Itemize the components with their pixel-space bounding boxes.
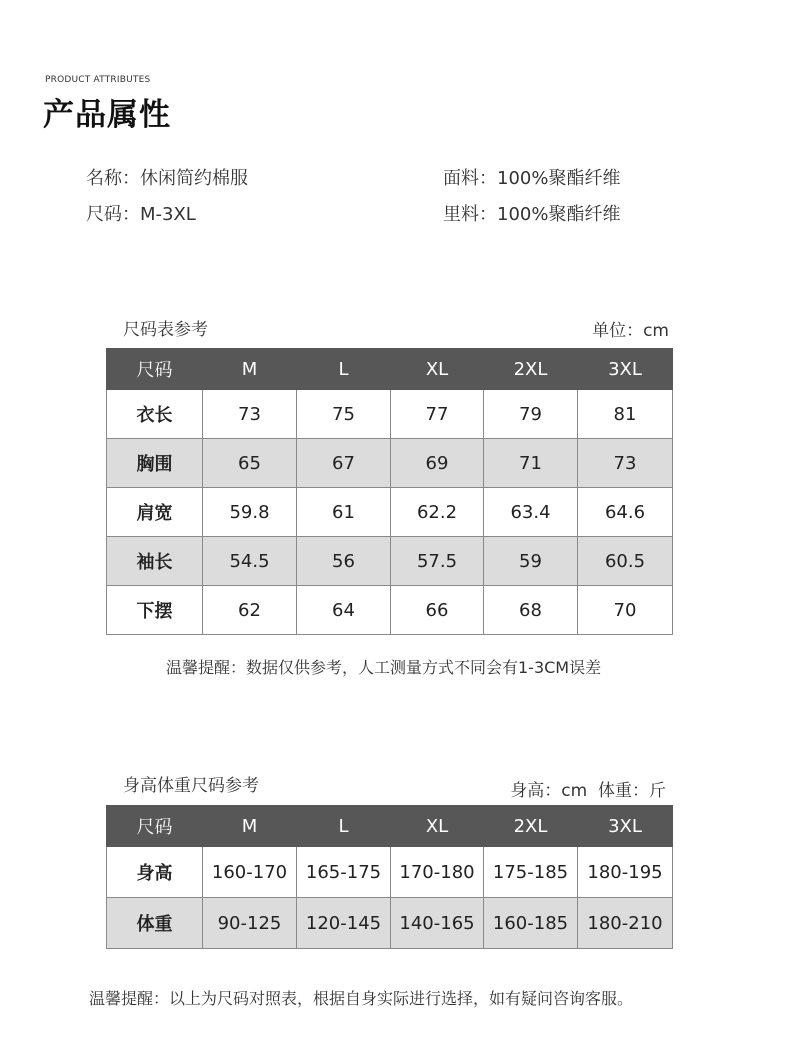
- table-cell: 140-165: [391, 898, 484, 949]
- table-header-cell: L: [297, 806, 391, 847]
- table-row: [107, 537, 673, 586]
- attr-size: 尺码：M-3XL: [86, 204, 196, 225]
- table-header-cell: XL: [391, 349, 484, 390]
- table-cell: 175-185: [484, 847, 578, 898]
- table-cell: 64: [297, 586, 391, 635]
- table-cell: 170-180: [391, 847, 484, 898]
- table-cell: 79: [484, 390, 578, 439]
- row-label: 胸围: [107, 439, 203, 488]
- table-cell: 61: [297, 488, 391, 537]
- row-label: 肩宽: [107, 488, 203, 537]
- table-cell: 56: [297, 537, 391, 586]
- table-row: [107, 898, 673, 949]
- table-header-cell: 尺码: [107, 349, 203, 390]
- row-label: 衣长: [107, 390, 203, 439]
- table-cell: 65: [203, 439, 297, 488]
- table-header-cell: M: [203, 349, 297, 390]
- table-header-cell: 3XL: [578, 806, 673, 847]
- attr-name: 名称：休闲简约棉服: [86, 168, 248, 189]
- table-cell: 63.4: [484, 488, 578, 537]
- table-cell: 77: [391, 390, 484, 439]
- table-row: [107, 488, 673, 537]
- table-cell: 160-170: [203, 847, 297, 898]
- table-cell: 73: [203, 390, 297, 439]
- attr-lining: 里料：100%聚酯纤维: [443, 204, 621, 225]
- table-cell: 70: [578, 586, 673, 635]
- table-cell: 59: [484, 537, 578, 586]
- size-table-note: 温馨提醒：数据仅供参考，人工测量方式不同会有1-3CM误差: [166, 658, 602, 677]
- table-row: [107, 439, 673, 488]
- footer-note: 温馨提醒：以上为尺码对照表，根据自身实际进行选择，如有疑问咨询客服。: [89, 989, 634, 1008]
- section-title: 产品属性: [43, 97, 171, 133]
- table-cell: 59.8: [203, 488, 297, 537]
- table-cell: 120-145: [297, 898, 391, 949]
- table-cell: 73: [578, 439, 673, 488]
- row-label: 体重: [107, 898, 203, 949]
- table-cell: 57.5: [391, 537, 484, 586]
- table-cell: 180-195: [578, 847, 673, 898]
- table-cell: 68: [484, 586, 578, 635]
- height-weight-table: [106, 805, 673, 949]
- size-table-caption: 尺码表参考: [123, 320, 208, 340]
- size-table-unit: 单位：cm: [592, 321, 669, 341]
- table-cell: 62.2: [391, 488, 484, 537]
- table-cell: 165-175: [297, 847, 391, 898]
- table-cell: 75: [297, 390, 391, 439]
- table-row: [107, 390, 673, 439]
- row-label: 身高: [107, 847, 203, 898]
- table-cell: 67: [297, 439, 391, 488]
- table-header-row: [107, 806, 673, 847]
- row-label: 下摆: [107, 586, 203, 635]
- size-chart-table: [106, 348, 673, 635]
- height-weight-unit: 身高：cm 体重：斤: [510, 781, 666, 801]
- height-weight-caption: 身高体重尺码参考: [123, 776, 259, 796]
- section-subtitle: PRODUCT ATTRIBUTES: [45, 75, 151, 85]
- table-header-cell: 2XL: [484, 349, 578, 390]
- table-cell: 71: [484, 439, 578, 488]
- table-cell: 180-210: [578, 898, 673, 949]
- table-header-cell: 2XL: [484, 806, 578, 847]
- row-label: 袖长: [107, 537, 203, 586]
- table-header-cell: M: [203, 806, 297, 847]
- table-header-cell: 3XL: [578, 349, 673, 390]
- table-cell: 160-185: [484, 898, 578, 949]
- table-cell: 62: [203, 586, 297, 635]
- table-header-cell: L: [297, 349, 391, 390]
- table-cell: 60.5: [578, 537, 673, 586]
- table-cell: 54.5: [203, 537, 297, 586]
- attr-fabric: 面料：100%聚酯纤维: [443, 168, 621, 189]
- table-header-row: [107, 349, 673, 390]
- table-cell: 64.6: [578, 488, 673, 537]
- table-cell: 69: [391, 439, 484, 488]
- table-cell: 66: [391, 586, 484, 635]
- table-row: [107, 586, 673, 635]
- table-cell: 90-125: [203, 898, 297, 949]
- table-header-cell: XL: [391, 806, 484, 847]
- table-cell: 81: [578, 390, 673, 439]
- table-row: [107, 847, 673, 898]
- table-header-cell: 尺码: [107, 806, 203, 847]
